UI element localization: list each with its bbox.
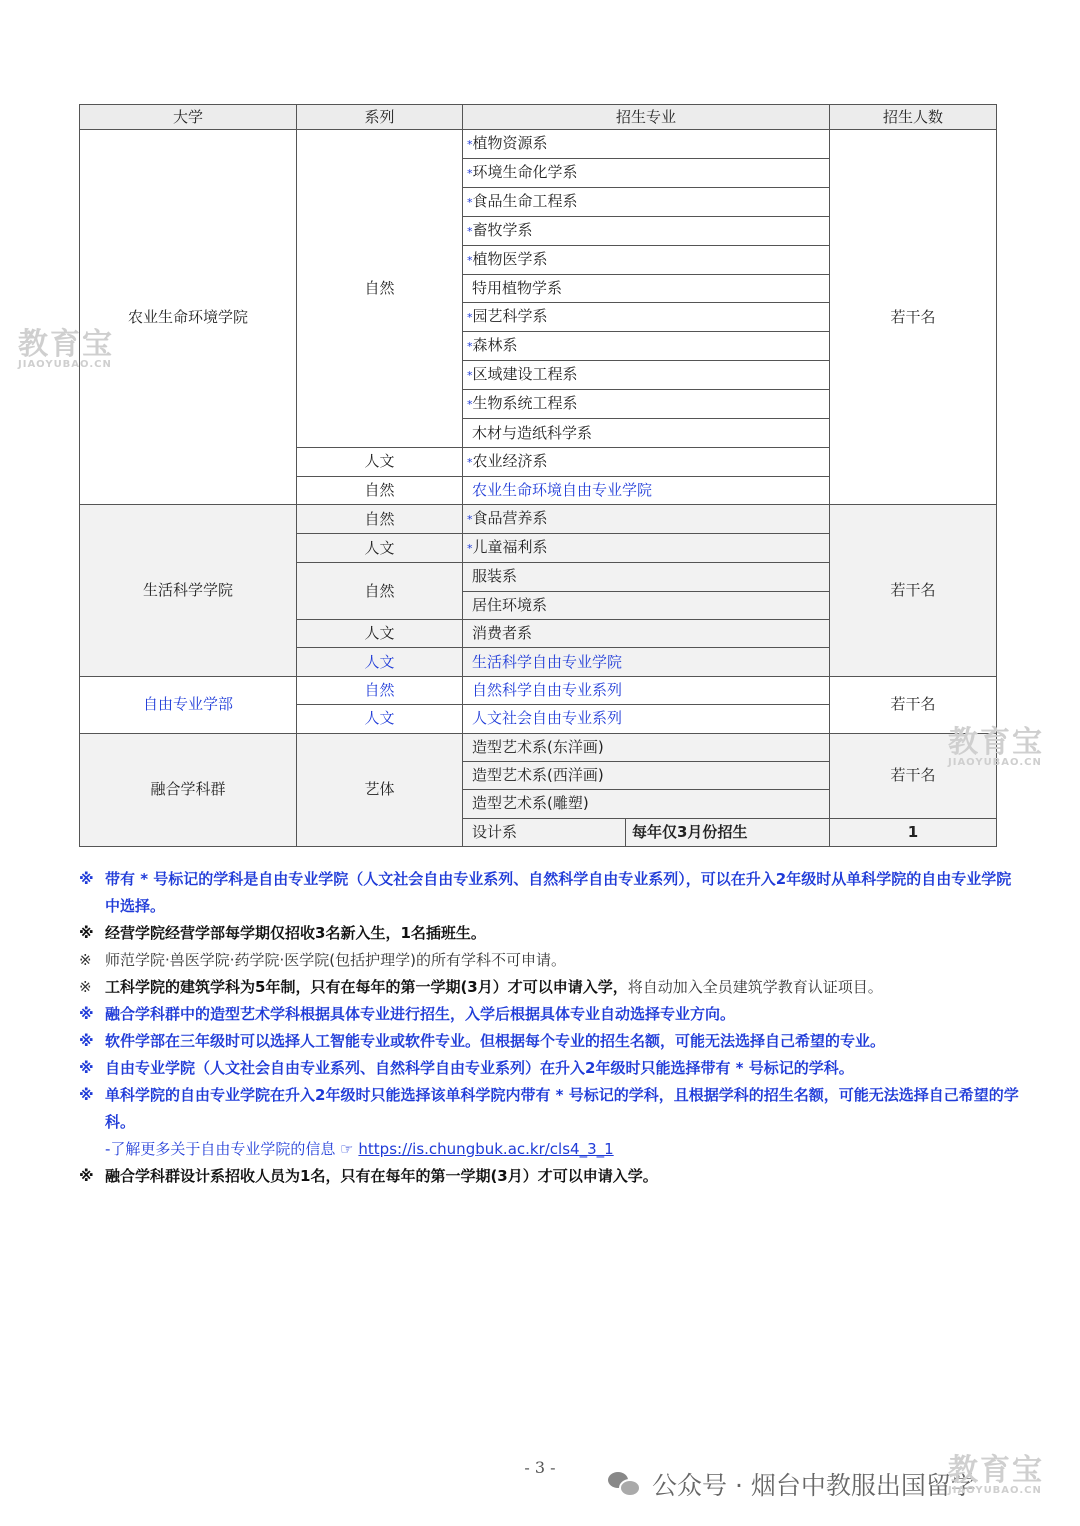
quota-agri: 若干名 bbox=[830, 130, 997, 505]
major-cell: *森林系 bbox=[463, 332, 830, 361]
quota-life: 若干名 bbox=[830, 505, 997, 677]
series-cell: 自然 bbox=[297, 476, 463, 504]
major-cell: 造型艺术系(雕塑) bbox=[463, 790, 830, 818]
major-cell: *畜牧学系 bbox=[463, 217, 830, 246]
major-cell: *儿童福利系 bbox=[463, 534, 830, 563]
header-major: 招生专业 bbox=[463, 105, 830, 130]
major-cell: *农业经济系 bbox=[463, 447, 830, 476]
major-cell: 造型艺术系(东洋画) bbox=[463, 733, 830, 761]
watermark: 教育宝 JIAOYUBAO.CN bbox=[948, 1453, 1044, 1496]
series-cell: 人文 bbox=[297, 705, 463, 733]
series-cell: 人文 bbox=[297, 534, 463, 563]
major-cell: 特用植物学系 bbox=[463, 275, 830, 303]
series-cell: 人文 bbox=[297, 619, 463, 647]
star-mark: * bbox=[467, 196, 473, 209]
major-cell: 自然科学自由专业系列 bbox=[463, 676, 830, 704]
table-row bbox=[80, 130, 997, 159]
series-cell: 人文 bbox=[297, 648, 463, 676]
series-cell: 自然 bbox=[297, 676, 463, 704]
college-agri: 农业生命环境学院 bbox=[80, 130, 297, 505]
table-row bbox=[80, 505, 997, 534]
more-info: -了解更多关于自由专业学院的信息 ☞ https://is.chungbuk.ac.kr/cls4_3_1 bbox=[105, 1140, 614, 1158]
major-cell: 服装系 bbox=[463, 563, 830, 591]
series-cell: 自然 bbox=[297, 505, 463, 534]
star-mark: * bbox=[467, 138, 473, 151]
major-cell: 造型艺术系(西洋画) bbox=[463, 761, 830, 789]
note-item: ※ 经营学院经营学部每学期仅招收3名新入生，1名插班生。 bbox=[79, 924, 486, 942]
note-item: ※ 融合学科群中的造型艺术学科根据具体专业进行招生，入学后根据具体专业自动选择专业方向。 bbox=[79, 1005, 736, 1023]
college-conv: 融合学科群 bbox=[80, 733, 297, 847]
footer-text: 公众号 · 烟台中教服出国留学 bbox=[652, 1471, 976, 1500]
star-mark: * bbox=[467, 455, 473, 469]
major-cell: *食品营养系 bbox=[463, 505, 830, 534]
star-mark: * bbox=[467, 542, 473, 556]
note-item: ※ 自由专业学院（人文社会自由专业系列、自然科学自由专业系列）在升入2年级时只能选择带有 * 号标记的学科。 bbox=[79, 1059, 854, 1077]
major-cell: *植物医学系 bbox=[463, 246, 830, 275]
note-item: ※ 带有 * 号标记的学科是自由专业学院（人文社会自由专业系列、自然科学自由专业系列），可以在升入2年级时从单科学院的自由专业学院中选择。 bbox=[79, 870, 1012, 915]
star-mark: * bbox=[467, 254, 473, 267]
major-cell: *生物系统工程系 bbox=[463, 390, 830, 419]
college-free: 自由专业学部 bbox=[80, 676, 297, 733]
major-cell: *园艺科学系 bbox=[463, 303, 830, 332]
footer-account bbox=[608, 1466, 976, 1502]
page-number: - 3 - bbox=[524, 1458, 556, 1477]
series-cell: 艺体 bbox=[297, 733, 463, 847]
watermark: 教育宝 JIAOYUBAO.CN bbox=[18, 327, 114, 370]
major-cell: 居住环境系 bbox=[463, 591, 830, 619]
quota-design: 1 bbox=[830, 818, 997, 846]
table-header-row bbox=[80, 105, 997, 130]
admissions-table bbox=[79, 104, 997, 847]
major-cell: *植物资源系 bbox=[463, 130, 830, 159]
star-mark: * bbox=[467, 225, 473, 238]
major-cell: 生活科学自由专业学院 bbox=[463, 648, 830, 676]
major-cell: *区域建设工程系 bbox=[463, 361, 830, 390]
series-cell: 人文 bbox=[297, 447, 463, 476]
star-mark: * bbox=[467, 167, 473, 180]
header-series: 系列 bbox=[297, 105, 463, 130]
design-note: 每年仅3月份招生 bbox=[626, 818, 830, 846]
college-life: 生活科学学院 bbox=[80, 505, 297, 677]
note-item: ※ 融合学科群设计系招收人员为1名，只有在每年的第一学期(3月）才可以申请入学。 bbox=[79, 1167, 658, 1185]
series-cell: 自然 bbox=[297, 563, 463, 620]
major-cell: 人文社会自由专业系列 bbox=[463, 705, 830, 733]
note-item: ※ 师范学院·兽医学院·药学院·医学院(包括护理学)的所有学科不可申请。 bbox=[79, 951, 567, 969]
note-item: ※ 单科学院的自由专业学院在升入2年级时只能选择该单科学院内带有 * 号标记的学科，且根据学科的招生名额，可能无法选择自己希望的学科。 -了解更多关于自由专业学院的信息 ☞ https://is.chungbuk.ac.kr/cls4_3_1 bbox=[79, 1082, 1019, 1163]
star-mark: * bbox=[467, 513, 473, 527]
major-cell: 设计系 bbox=[463, 818, 626, 846]
header-quota: 招生人数 bbox=[830, 105, 997, 130]
star-mark: * bbox=[467, 311, 473, 325]
note-item: ※ 工科学院的建筑学科为5年制，只有在每年的第一学期(3月）才可以申请入学，将自动加入全员建筑学教育认证项目。 bbox=[79, 978, 883, 996]
star-mark: * bbox=[467, 398, 473, 412]
quota-conv: 若干名 bbox=[830, 733, 997, 818]
major-cell: 消费者系 bbox=[463, 619, 830, 647]
notes-section bbox=[79, 866, 1019, 1190]
info-link[interactable]: https://is.chungbuk.ac.kr/cls4_3_1 bbox=[358, 1140, 614, 1158]
major-cell: *食品生命工程系 bbox=[463, 188, 830, 217]
table-row bbox=[80, 676, 997, 704]
quota-free: 若干名 bbox=[830, 676, 997, 733]
watermark: 教育宝 JIAOYUBAO.CN bbox=[948, 725, 1044, 768]
wechat-icon bbox=[608, 1472, 638, 1496]
note-item: ※ 软件学部在三年级时可以选择人工智能专业或软件专业。但根据每个专业的招生名额，可能无法选择自己希望的专业。 bbox=[79, 1032, 886, 1050]
header-university: 大学 bbox=[80, 105, 297, 130]
series-cell: 自然 bbox=[297, 130, 463, 448]
table-row bbox=[80, 733, 997, 761]
major-cell: 农业生命环境自由专业学院 bbox=[463, 476, 830, 504]
star-mark: * bbox=[467, 369, 473, 383]
major-cell: 木材与造纸科学系 bbox=[463, 419, 830, 447]
star-mark: * bbox=[467, 340, 473, 354]
major-cell: *环境生命化学系 bbox=[463, 159, 830, 188]
